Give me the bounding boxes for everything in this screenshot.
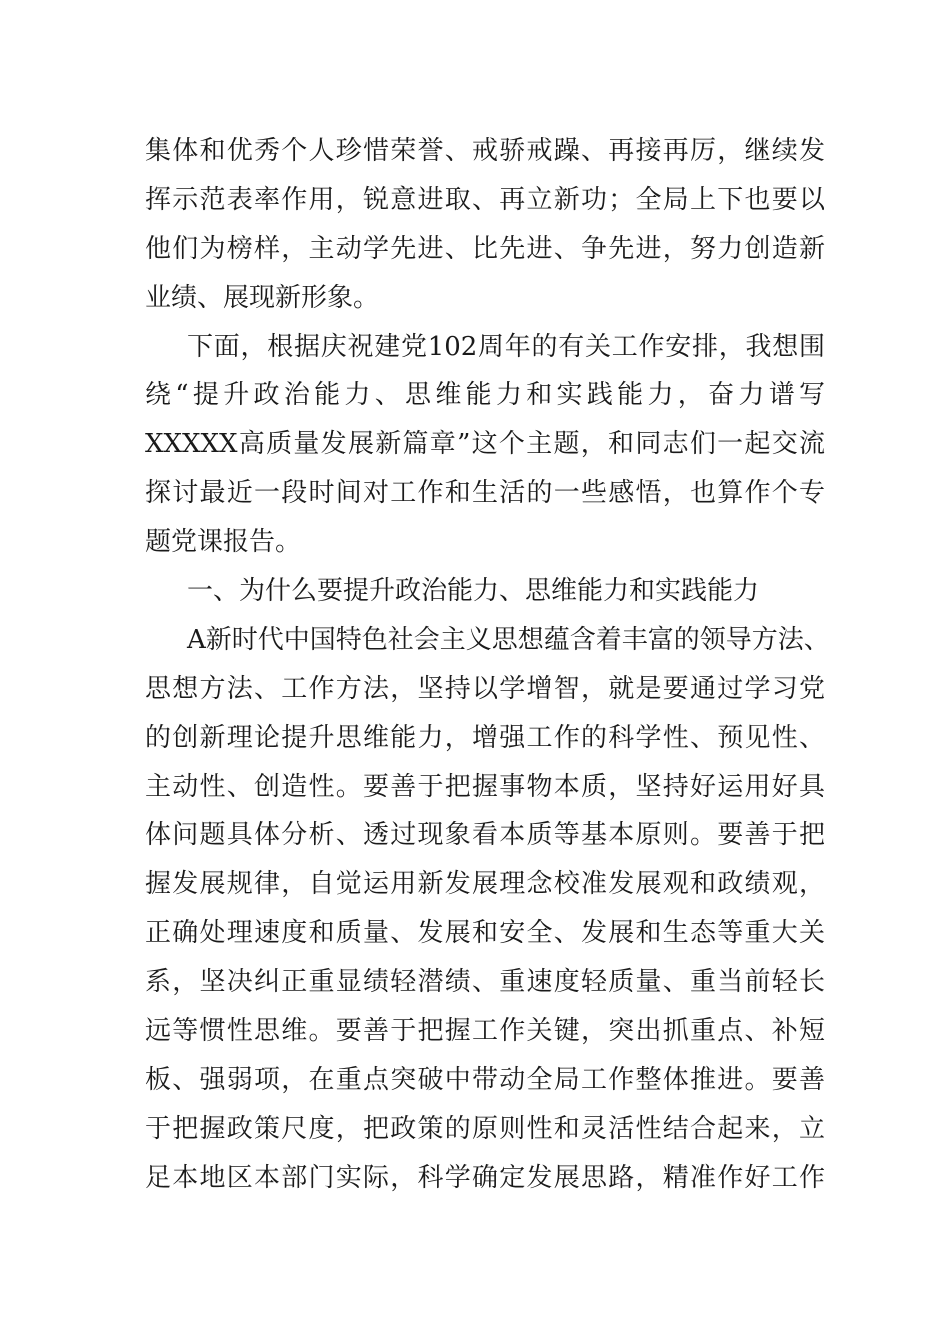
text-line: 体问题具体分析、透过现象看本质等基本原则。要善于把	[145, 820, 825, 851]
section-heading	[145, 567, 825, 616]
text-line: 握发展规律，自觉运用新发展理念校准发展观和政绩观，	[145, 869, 825, 900]
text-line: 探讨最近一段时间对工作和生活的一些感悟，也算作个专	[145, 478, 825, 509]
text-line: 板、强弱项，在重点突破中带动全局工作整体推进。要善	[145, 1064, 825, 1095]
text-line: 绕“提升政治能力、思维能力和实践能力，奋力谱写	[145, 380, 825, 411]
paragraph-1	[145, 127, 825, 323]
text-line: 下面，根据庆祝建党102周年的有关工作安排，我想围	[187, 331, 825, 362]
text-line: 题党课报告。	[145, 527, 302, 558]
heading-line: 一、为什么要提升政治能力、思维能力和实践能力	[187, 576, 760, 607]
paragraph-3	[145, 616, 830, 1203]
text-line: 于把握政策尺度，把政策的原则性和灵活性结合起来，立	[145, 1113, 825, 1144]
text-line: 他们为榜样，主动学先进、比先进、争先进，努力创造新	[145, 233, 825, 264]
text-line: 挥示范表率作用，锐意进取、再立新功；全局上下也要以	[145, 184, 825, 215]
paragraph-2	[145, 323, 825, 567]
document-body	[145, 127, 830, 1203]
text-line: 主动性、创造性。要善于把握事物本质，坚持好运用好具	[145, 771, 825, 802]
text-line: 集体和优秀个人珍惜荣誉、戒骄戒躁、再接再厉，继续发	[145, 136, 825, 166]
text-line: 思想方法、工作方法，坚持以学增智，就是要通过学习党	[145, 673, 825, 704]
text-line: 系，坚决纠正重显绩轻潜绩、重速度轻质量、重当前轻长	[145, 967, 825, 998]
text-line: 足本地区本部门实际，科学确定发展思路，精准作好工作	[145, 1162, 825, 1193]
text-line: XXXXX高质量发展新篇章”这个主题，和同志们一起交流	[145, 429, 825, 460]
text-line: A新时代中国特色社会主义思想蕴含着丰富的领导方法、	[187, 624, 830, 655]
text-line: 业绩、展现新形象。	[145, 282, 380, 313]
text-line: 远等惯性思维。要善于把握工作关键，突出抓重点、补短	[145, 1016, 825, 1047]
text-line: 的创新理论提升思维能力，增强工作的科学性、预见性、	[145, 722, 825, 753]
text-line: 正确处理速度和质量、发展和安全、发展和生态等重大关	[145, 918, 825, 949]
